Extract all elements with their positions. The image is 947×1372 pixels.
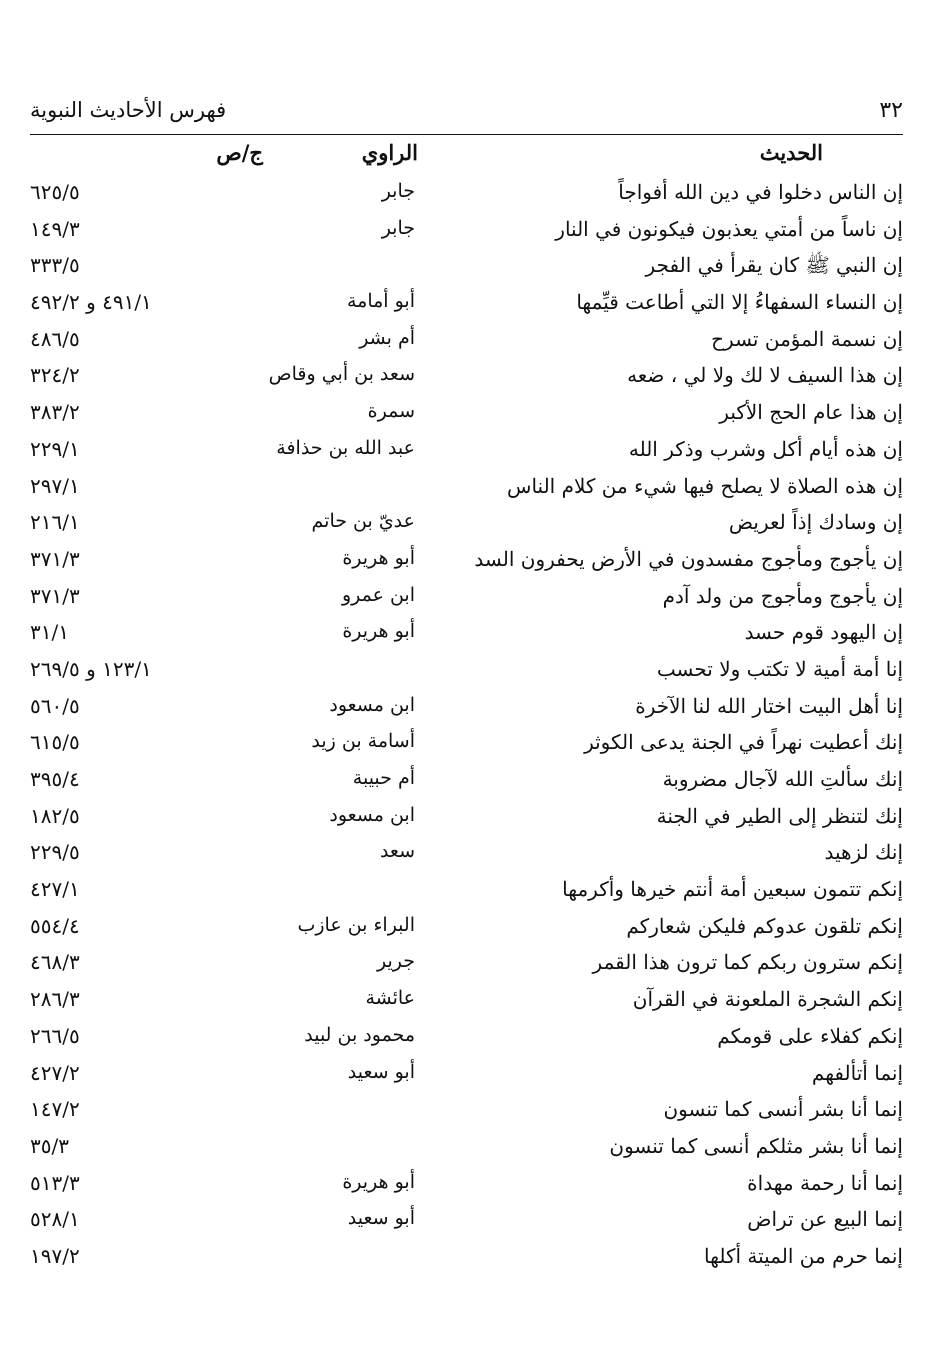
volume-page-reference: ٤٩١/١ و ٤٩٢/٢ [30, 290, 152, 315]
hadith-text: إن النبي ﷺ كان يقرأ في الفجر [645, 253, 903, 278]
volume-page-reference: ٣٩٥/٤ [30, 767, 80, 791]
narrator-name: جرير [377, 950, 415, 973]
table-row [30, 726, 903, 763]
narrator-name: سمرة [367, 400, 415, 423]
table-row [30, 543, 903, 580]
table-row [30, 690, 903, 727]
volume-page-reference: ١٤٧/٢ [30, 1097, 80, 1122]
table-row [30, 1093, 903, 1130]
hadith-text: إنا أهل البيت اختار الله لنا الآخرة [635, 693, 903, 718]
volume-page-reference: ٤٢٧/٢ [30, 1060, 80, 1085]
table-row [30, 763, 903, 800]
narrator-name: أبو سعيد [347, 1060, 415, 1083]
volume-page-reference: ١٢٣/١ و ٢٦٩/٥ [30, 656, 152, 681]
hadith-text: إنما أنا رحمة مهداة [747, 1170, 903, 1195]
volume-page-reference: ٣٧١/٣ [30, 546, 80, 571]
table-row [30, 249, 903, 286]
narrator-name: سعد بن أبي وقاص [268, 363, 415, 386]
volume-page-reference: ١٩٧/٢ [30, 1243, 80, 1268]
volume-page-reference: ٥٥٤/٤ [30, 913, 80, 938]
hadith-text: إنكم تلقون عدوكم فليكن شعاركم [626, 913, 903, 938]
narrator-name: أبو هريرة [342, 546, 415, 569]
narrator-name: أسامة بن زيد [311, 730, 415, 753]
table-row [30, 580, 903, 617]
hadith-text: إنك أعطيت نهراً في الجنة يدعى الكوثر [584, 730, 903, 755]
volume-page-reference: ٢٢٩/١ [30, 436, 80, 461]
table-row [30, 323, 903, 360]
narrator-name: عديّ بن حاتم [311, 510, 415, 533]
running-title: فهرس الأحاديث النبوية [30, 98, 227, 122]
table-row [30, 1167, 903, 1204]
column-headers [30, 140, 903, 174]
table-row [30, 1020, 903, 1057]
table-row [30, 1203, 903, 1240]
narrator-name: أبو هريرة [342, 1170, 415, 1193]
volume-page-reference: ٣٥/٣ [30, 1133, 69, 1158]
table-row [30, 470, 903, 507]
table-row [30, 873, 903, 910]
table-row [30, 1057, 903, 1094]
table-row [30, 616, 903, 653]
hadith-text: إن ناساً من أمتي يعذبون فيكونون في النار [555, 216, 903, 241]
volume-page-reference: ٣٨٣/٢ [30, 400, 80, 425]
table-row [30, 286, 903, 323]
hadith-text: إنما البيع عن تراض [747, 1207, 903, 1232]
narrator-name: سعد [379, 840, 415, 863]
table-row [30, 836, 903, 873]
volume-page-reference: ٦٢٥/٥ [30, 180, 80, 204]
table-row [30, 1240, 903, 1277]
hadith-text: إنك سألتِ الله لآجال مضروبة [662, 767, 903, 791]
hadith-text: إن الناس دخلوا في دين الله أفواجاً [618, 180, 903, 204]
hadith-text: إن يأجوج ومأجوج من ولد آدم [662, 583, 903, 608]
hadith-text: إنما أنا بشر مثلكم أنسى كما تنسون [609, 1133, 903, 1158]
narrator-name: ابن مسعود [329, 693, 415, 716]
table-row [30, 653, 903, 690]
narrator-name: ابن عمرو [341, 583, 415, 606]
narrator-name: جابر [381, 180, 415, 202]
hadith-text: إنكم الشجرة الملعونة في القرآن [632, 987, 903, 1012]
volume-page-reference: ٤٦٨/٣ [30, 950, 80, 975]
volume-page-reference: ٥١٣/٣ [30, 1170, 80, 1195]
volume-page-reference: ٣٣٣/٥ [30, 253, 80, 278]
hadith-text: إن النساء السفهاءُ إلا التي أطاعت قيِّمها [576, 290, 903, 315]
hadith-index-table [30, 176, 903, 1277]
narrator-name: ابن مسعود [329, 803, 415, 826]
hadith-text: إن هذا عام الحج الأكبر [719, 400, 903, 425]
volume-page-reference: ٤٨٦/٥ [30, 326, 80, 351]
narrator-name: محمود بن لبيد [304, 1023, 415, 1046]
volume-page-reference: ٢١٦/١ [30, 510, 80, 535]
hadith-text: إن يأجوج ومأجوج مفسدون في الأرض يحفرون السد [474, 546, 903, 571]
table-row [30, 359, 903, 396]
table-row [30, 506, 903, 543]
narrator-name: البراء بن عازب [297, 913, 415, 936]
hadith-text: إن هذه أيام أكل وشرب وذكر الله [628, 436, 903, 461]
volume-page-reference: ٢٢٩/٥ [30, 840, 80, 865]
hadith-text: إنك لزهيد [824, 840, 903, 865]
column-header-narrator: الراوي [361, 140, 418, 165]
volume-page-reference: ٣١/١ [30, 620, 69, 645]
table-row [30, 1130, 903, 1167]
hadith-text: إنما أتألفهم [811, 1060, 903, 1085]
page-number: ٣٢ [879, 98, 903, 123]
hadith-text: إنك لتنظر إلى الطير في الجنة [656, 803, 903, 828]
narrator-name: أبو أمامة [346, 290, 415, 313]
hadith-text: إنكم تتمون سبعين أمة أنتم خيرها وأكرمها [562, 877, 903, 902]
volume-page-reference: ١٨٢/٥ [30, 803, 80, 828]
narrator-name: أبو سعيد [347, 1207, 415, 1230]
volume-page-reference: ٦١٥/٥ [30, 730, 80, 755]
hadith-text: إنما أنا بشر أنسى كما تنسون [663, 1097, 903, 1122]
table-row [30, 396, 903, 433]
volume-page-reference: ١٤٩/٣ [30, 216, 80, 241]
narrator-name: عبد الله بن حذافة [276, 436, 415, 459]
narrator-name: أبو هريرة [342, 620, 415, 643]
volume-page-reference: ٥٢٨/١ [30, 1207, 80, 1232]
volume-page-reference: ٣٢٤/٢ [30, 363, 80, 388]
hadith-text: إنكم سترون ربكم كما ترون هذا القمر [592, 950, 903, 975]
table-row [30, 910, 903, 947]
volume-page-reference: ٢٦٦/٥ [30, 1023, 80, 1048]
hadith-text: إنا أمة أمية لا تكتب ولا تحسب [656, 656, 903, 681]
hadith-text: إن وسادك إذاً لعريض [728, 510, 903, 535]
narrator-name: أم بشر [359, 326, 415, 349]
table-row [30, 176, 903, 213]
table-row [30, 983, 903, 1020]
narrator-name: عائشة [365, 987, 415, 1010]
hadith-text: إنما حرم من الميتة أكلها [704, 1243, 903, 1268]
page-header [30, 96, 903, 130]
column-header-hadith: الحديث [759, 140, 823, 165]
table-row [30, 800, 903, 837]
hadith-text: إنكم كفلاء على قومكم [717, 1023, 903, 1048]
table-row [30, 213, 903, 250]
volume-page-reference: ٣٧١/٣ [30, 583, 80, 608]
hadith-text: إن هذا السيف لا لك ولا لي ، ضعه [627, 363, 903, 388]
table-row [30, 433, 903, 470]
narrator-name: جابر [381, 216, 415, 239]
volume-page-reference: ٤٢٧/١ [30, 877, 80, 902]
volume-page-reference: ٢٩٧/١ [30, 473, 80, 498]
hadith-text: إن نسمة المؤمن تسرح [711, 326, 903, 351]
column-header-reference: ج/ص [216, 140, 263, 165]
volume-page-reference: ٢٨٦/٣ [30, 987, 80, 1012]
narrator-name: أم حبيبة [352, 767, 415, 789]
hadith-text: إن اليهود قوم حسد [744, 620, 903, 645]
volume-page-reference: ٥٦٠/٥ [30, 693, 80, 718]
table-row [30, 946, 903, 983]
header-rule [30, 134, 903, 135]
hadith-text: إن هذه الصلاة لا يصلح فيها شيء من كلام الناس [507, 473, 903, 498]
